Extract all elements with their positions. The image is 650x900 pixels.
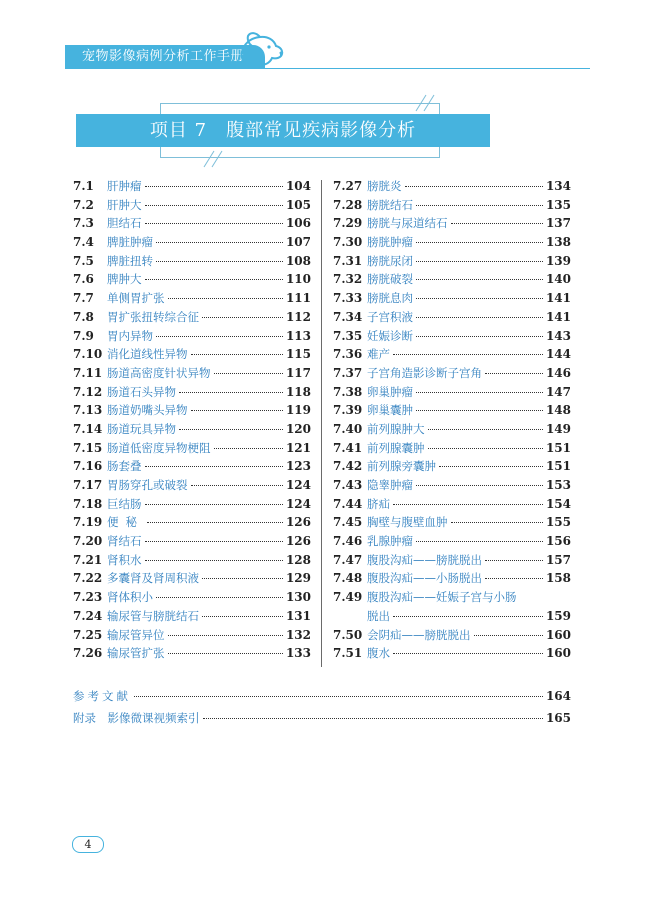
toc-entry[interactable] (333, 439, 571, 458)
entry-title: 卵巢囊肿 (367, 403, 413, 418)
leader-dots (428, 448, 543, 449)
entry-number: 7.13 (73, 403, 103, 418)
entry-number: 7.38 (333, 384, 363, 399)
entry-page: 134 (545, 179, 571, 193)
entry-page: 124 (285, 496, 311, 511)
entry-title: 肝肿大 (107, 197, 142, 212)
entry-number: 7.27 (333, 179, 363, 193)
entry-page: 132 (285, 627, 311, 642)
entry-title: 脾肿大 (107, 272, 142, 287)
entry-page: 157 (545, 552, 571, 567)
entry-title: 肠道奶嘴头异物 (107, 403, 188, 418)
entry-number: 7.19 (73, 515, 103, 530)
entry-title: 膀胱结石 (367, 197, 413, 212)
toc-entry[interactable] (73, 476, 311, 495)
entry-title: 脱出 (367, 608, 390, 623)
entry-title: 肠道低密度异物梗阻 (107, 440, 211, 455)
leader-dots (416, 317, 543, 318)
leader-dots (145, 205, 283, 206)
leader-dots (451, 223, 543, 224)
entry-page: 104 (285, 179, 311, 193)
entry-page: 110 (285, 272, 311, 287)
entry-page: 113 (285, 328, 311, 343)
appendix-list (73, 685, 571, 729)
entry-page: 128 (285, 552, 311, 567)
entry-number: 7.39 (333, 403, 363, 418)
leader-dots (156, 597, 283, 598)
entry-page: 139 (545, 253, 571, 268)
entry-title: 胸壁与腹壁血肿 (367, 515, 448, 530)
leader-dots (214, 448, 283, 449)
toc-entry[interactable] (73, 420, 311, 439)
entry-page: 111 (285, 291, 311, 306)
book-title: 宠物影像病例分析工作手册 (82, 49, 245, 64)
entry-page: 126 (285, 515, 311, 530)
decor-slash-icon (200, 149, 230, 169)
entry-page: 164 (545, 689, 571, 703)
entry-title: 胃肠穿孔或破裂 (107, 478, 188, 492)
entry-page: 106 (285, 216, 311, 231)
toc-entry[interactable] (73, 177, 311, 196)
entry-title: 肾积水 (107, 552, 142, 567)
leader-dots (168, 635, 283, 636)
toc-entry[interactable] (73, 401, 311, 420)
leader-dots (156, 336, 283, 337)
entry-title: 脐疝 (367, 496, 390, 511)
toc-entry[interactable] (333, 607, 571, 626)
leader-dots (416, 261, 543, 262)
leader-dots (168, 298, 283, 299)
toc-entry[interactable] (333, 569, 571, 588)
entry-number: 7.6 (73, 272, 94, 287)
toc-entry[interactable] (333, 532, 571, 551)
entry-page: 147 (545, 384, 571, 399)
entry-page: 129 (285, 571, 311, 586)
leader-dots (179, 392, 283, 393)
entry-title: 乳腺肿瘤 (367, 534, 413, 549)
entry-title: 肠道玩具异物 (107, 421, 176, 436)
leader-dots (145, 466, 283, 467)
toc-entry[interactable] (73, 457, 311, 476)
header-rule (250, 68, 590, 69)
entry-number: 7.42 (333, 459, 363, 474)
entry-title: 腹股沟疝——妊娠子宫与小肠 (367, 590, 517, 605)
entry-title: 腹股沟疝——小肠脱出 (367, 571, 482, 586)
leader-dots (393, 504, 543, 505)
entry-number: 7.15 (73, 440, 103, 455)
entry-number: 7.51 (333, 646, 363, 661)
entry-number: 7.2 (73, 197, 94, 212)
entry-number: 7.21 (73, 552, 103, 567)
entry-title: 腹水 (367, 646, 390, 661)
toc-entry[interactable] (333, 457, 571, 476)
entry-title: 妊娠诊断 (367, 328, 413, 343)
toc-entry[interactable] (73, 513, 311, 532)
toc-entry[interactable] (333, 364, 571, 383)
toc-entry[interactable] (333, 327, 571, 346)
toc-entry[interactable] (333, 345, 571, 364)
leader-dots (393, 653, 543, 654)
entry-number: 7.7 (73, 291, 94, 306)
toc-entry[interactable] (73, 214, 311, 233)
entry-title: 多囊肾及肾周积液 (107, 571, 199, 586)
entry-page: 148 (545, 403, 571, 418)
leader-dots (191, 485, 283, 486)
entry-title: 膀胱与尿道结石 (367, 216, 448, 231)
leader-dots (416, 336, 543, 337)
toc-entry[interactable] (73, 626, 311, 645)
leader-dots (451, 522, 543, 523)
entry-number: 7.20 (73, 534, 103, 549)
leader-dots (203, 718, 543, 719)
leader-dots (145, 541, 283, 542)
toc-entry[interactable] (333, 214, 571, 233)
entry-number: 7.31 (333, 253, 363, 268)
entry-number: 7.43 (333, 478, 363, 492)
entry-number: 7.11 (73, 365, 103, 380)
toc-entry[interactable] (73, 607, 311, 626)
decor-slash-icon (412, 93, 442, 113)
entry-page: 124 (285, 478, 311, 492)
leader-dots (156, 261, 283, 262)
entry-number: 7.12 (73, 384, 103, 399)
toc-entry[interactable] (73, 289, 311, 308)
entry-page: 121 (285, 440, 311, 455)
entry-title: 前列腺旁囊肿 (367, 459, 436, 474)
entry-page: 154 (545, 496, 571, 511)
entry-page: 158 (545, 571, 571, 586)
entry-number: 7.37 (333, 365, 363, 380)
entry-page: 123 (285, 459, 311, 474)
leader-dots (428, 429, 543, 430)
leader-dots (416, 205, 543, 206)
column-divider (321, 180, 322, 667)
entry-page: 165 (545, 711, 571, 725)
leader-dots (145, 223, 283, 224)
entry-title: 输尿管异位 (107, 627, 165, 642)
entry-page: 130 (285, 590, 311, 605)
entry-page: 146 (545, 365, 571, 380)
entry-page: 156 (545, 534, 571, 549)
toc-right-column (333, 177, 571, 663)
entry-number: 7.44 (333, 496, 363, 511)
entry-number: 7.8 (73, 309, 94, 324)
toc-entry[interactable] (73, 196, 311, 215)
toc-entry[interactable] (73, 345, 311, 364)
entry-page: 131 (285, 608, 311, 623)
toc-entry[interactable] (333, 495, 571, 514)
entry-page: 107 (285, 235, 311, 250)
entry-page: 151 (545, 440, 571, 455)
entry-title: 胃内异物 (107, 328, 153, 343)
entry-page: 143 (545, 328, 571, 343)
entry-number: 7.5 (73, 253, 94, 268)
entry-number: 7.28 (333, 197, 363, 212)
entry-number: 7.41 (333, 440, 363, 455)
entry-title: 子宫积液 (367, 309, 413, 324)
leader-dots (202, 578, 283, 579)
entry-number: 7.18 (73, 496, 103, 511)
entry-number: 7.46 (333, 534, 363, 549)
entry-number: 7.29 (333, 216, 363, 231)
entry-number: 7.34 (333, 309, 363, 324)
entry-page: 135 (545, 197, 571, 212)
leader-dots (416, 279, 543, 280)
entry-title: 附录 影像微课视频索引 (73, 711, 200, 725)
entry-title: 肾结石 (107, 534, 142, 549)
entry-page: 119 (285, 403, 311, 418)
leader-dots (416, 485, 543, 486)
entry-page: 120 (285, 421, 311, 436)
entry-title: 巨结肠 (107, 496, 142, 511)
leader-dots (416, 541, 543, 542)
entry-title: 输尿管扩张 (107, 646, 165, 661)
entry-title: 胆结石 (107, 216, 142, 231)
entry-title: 肾体积小 (107, 590, 153, 605)
leader-dots (147, 522, 283, 523)
toc-entry[interactable] (73, 364, 311, 383)
entry-page: 118 (285, 384, 311, 399)
toc-entry[interactable] (73, 233, 311, 252)
entry-title: 便秘 (107, 515, 144, 530)
leader-dots (485, 373, 543, 374)
toc-entry[interactable] (73, 327, 311, 346)
entry-number: 7.40 (333, 421, 363, 436)
toc-entry[interactable] (333, 401, 571, 420)
entry-page: 137 (545, 216, 571, 231)
entry-page: 141 (545, 291, 571, 306)
leader-dots (191, 354, 283, 355)
leader-dots (416, 242, 543, 243)
entry-number: 7.4 (73, 235, 94, 250)
leader-dots (393, 616, 543, 617)
entry-page: 160 (545, 627, 571, 642)
leader-dots (405, 186, 543, 187)
toc-entry[interactable] (333, 420, 571, 439)
entry-page: 115 (285, 347, 311, 362)
entry-title: 膀胱息肉 (367, 291, 413, 306)
entry-number: 7.33 (333, 291, 363, 306)
leader-dots (145, 560, 283, 561)
toc-entry[interactable] (333, 252, 571, 271)
leader-dots (134, 696, 543, 697)
toc-entry[interactable] (333, 270, 571, 289)
toc-entry[interactable] (333, 308, 571, 327)
leader-dots (416, 392, 543, 393)
toc-entry[interactable] (73, 495, 311, 514)
entry-title: 膀胱破裂 (367, 272, 413, 287)
entry-title: 肠道高密度针状异物 (107, 365, 211, 380)
entry-title: 肠道石头异物 (107, 384, 176, 399)
toc-entry[interactable] (333, 289, 571, 308)
entry-title: 会阴疝——膀胱脱出 (367, 627, 471, 642)
entry-page: 117 (285, 365, 311, 380)
entry-number: 7.50 (333, 627, 363, 642)
entry-title: 参考文献 (73, 689, 131, 703)
entry-page: 149 (545, 421, 571, 436)
entry-page: 108 (285, 253, 311, 268)
leader-dots (416, 410, 543, 411)
entry-number: 7.3 (73, 216, 94, 231)
entry-number: 7.17 (73, 478, 103, 492)
leader-dots (474, 635, 543, 636)
leader-dots (145, 504, 283, 505)
entry-number: 7.24 (73, 608, 103, 623)
entry-title: 膀胱肿瘤 (367, 235, 413, 250)
entry-title: 隐睾肿瘤 (367, 478, 413, 492)
toc-entry[interactable] (73, 439, 311, 458)
toc-entry[interactable] (333, 177, 571, 196)
entry-title: 单侧胃扩张 (107, 291, 165, 306)
entry-page: 159 (545, 608, 571, 623)
entry-title: 卵巢肿瘤 (367, 384, 413, 399)
leader-dots (145, 279, 283, 280)
entry-number: 7.35 (333, 328, 363, 343)
entry-number: 7.47 (333, 552, 363, 567)
entry-page: 153 (545, 478, 571, 492)
dog-icon (236, 28, 286, 72)
entry-page: 140 (545, 272, 571, 287)
entry-title: 消化道线性异物 (107, 347, 188, 362)
toc-entry[interactable] (73, 588, 311, 607)
entry-number: 7.36 (333, 347, 363, 362)
toc-entry[interactable] (73, 252, 311, 271)
leader-dots (416, 298, 543, 299)
entry-title: 膀胱尿闭 (367, 253, 413, 268)
entry-title: 前列腺囊肿 (367, 440, 425, 455)
entry-title: 前列腺肿大 (367, 421, 425, 436)
leader-dots (202, 317, 283, 318)
entry-number: 7.45 (333, 515, 363, 530)
entry-title: 脾脏扭转 (107, 253, 153, 268)
leader-dots (191, 410, 283, 411)
toc-entry[interactable] (333, 513, 571, 532)
leader-dots (485, 560, 543, 561)
entry-page: 133 (285, 646, 311, 661)
entry-number: 7.16 (73, 459, 103, 474)
page-number: 4 (72, 836, 104, 853)
entry-number: 7.22 (73, 571, 103, 586)
entry-title: 子宫角造影诊断子宫角 (367, 365, 482, 380)
toc-entry[interactable] (333, 626, 571, 645)
leader-dots (145, 186, 283, 187)
toc-entry[interactable] (333, 588, 571, 607)
toc-entry[interactable] (333, 383, 571, 402)
entry-title: 肝肿瘤 (107, 179, 142, 193)
entry-page: 144 (545, 347, 571, 362)
leader-dots (485, 578, 543, 579)
toc-entry-appendix[interactable] (73, 707, 571, 729)
leader-dots (439, 466, 543, 467)
leader-dots (156, 242, 283, 243)
toc-entry[interactable] (73, 270, 311, 289)
toc-entry[interactable] (73, 532, 311, 551)
entry-title: 胃扩张扭转综合征 (107, 309, 199, 324)
entry-page: 155 (545, 515, 571, 530)
toc-entry[interactable] (73, 644, 311, 663)
leader-dots (393, 354, 543, 355)
toc-entry[interactable] (73, 551, 311, 570)
leader-dots (168, 653, 283, 654)
toc-entry[interactable] (333, 644, 571, 663)
toc-entry[interactable] (333, 551, 571, 570)
chapter-title: 项目 7 腹部常见疾病影像分析 (76, 114, 490, 147)
toc-left-column (73, 177, 311, 663)
entry-number: 7.25 (73, 627, 103, 642)
entry-number: 7.23 (73, 590, 103, 605)
entry-title: 肠套叠 (107, 459, 142, 474)
entry-page: 105 (285, 197, 311, 212)
entry-number: 7.14 (73, 421, 103, 436)
entry-page: 141 (545, 309, 571, 324)
leader-dots (202, 616, 283, 617)
entry-number: 7.49 (333, 590, 363, 605)
entry-title: 难产 (367, 347, 390, 362)
entry-number: 7.9 (73, 328, 94, 343)
leader-dots (179, 429, 283, 430)
entry-title: 腹股沟疝——膀胱脱出 (367, 552, 482, 567)
toc-entry[interactable] (333, 476, 571, 495)
toc-entry[interactable] (73, 383, 311, 402)
entry-number: 7.1 (73, 179, 94, 193)
toc-entry[interactable] (73, 569, 311, 588)
entry-title: 脾脏肿瘤 (107, 235, 153, 250)
entry-page: 151 (545, 459, 571, 474)
toc-entry[interactable] (333, 196, 571, 215)
entry-number: 7.30 (333, 235, 363, 250)
entry-number: 7.48 (333, 571, 363, 586)
entry-page: 112 (285, 309, 311, 324)
entry-page: 138 (545, 235, 571, 250)
toc-entry-references[interactable] (73, 685, 571, 707)
entry-number: 7.10 (73, 347, 103, 362)
entry-number: 7.32 (333, 272, 363, 287)
leader-dots (214, 373, 283, 374)
toc-entry[interactable] (73, 308, 311, 327)
entry-page: 126 (285, 534, 311, 549)
toc-entry[interactable] (333, 233, 571, 252)
entry-title: 输尿管与膀胱结石 (107, 608, 199, 623)
entry-page: 160 (545, 646, 571, 661)
entry-number: 7.26 (73, 646, 103, 661)
entry-title: 膀胱炎 (367, 179, 402, 193)
